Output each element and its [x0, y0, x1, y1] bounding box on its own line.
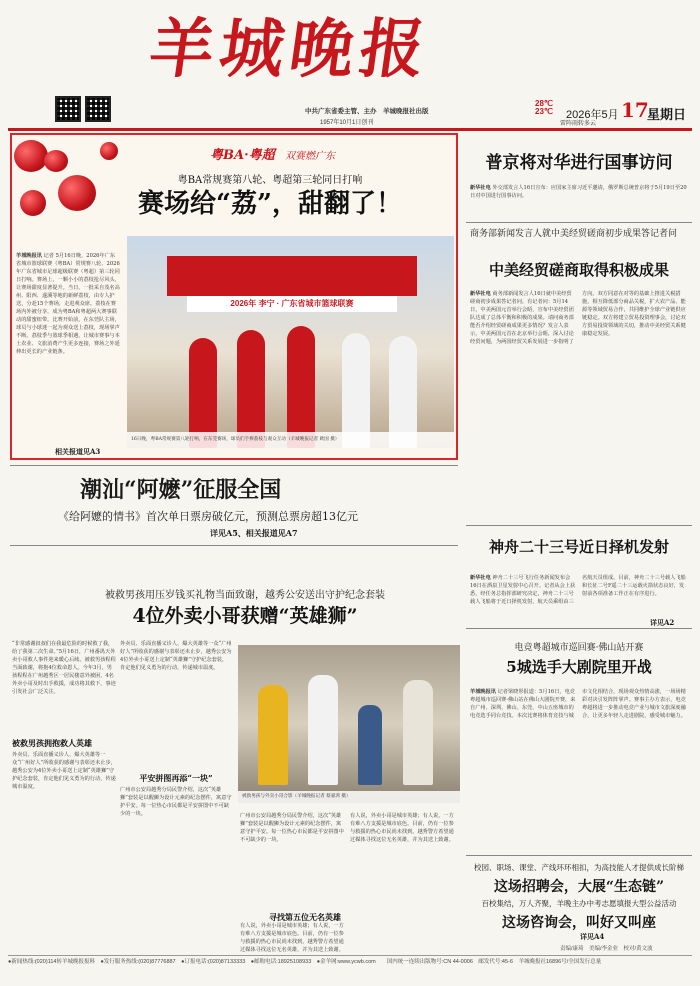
feature-body-text: 记者 5月16日晚，2026年广东省城市篮球联赛（粤BA）常规赛八轮、2026年广东省城市足球超级联赛（粤超）第三轮同日打响。赛场上，一颗小小的荔枝抢尽风头，让赛场甜度显著提升。当日，一批采自茂名高州、阳西、遂溪等地的新鲜荔枝，由专人护送，分赴15个赛场，走进观众席。荔枝在赛场内外被分享，成为粤BA和粤超两大赛事联动的甜蜜纽带。比赛开始前，在东莞队主场，球员与小球迷一起为观众送上荔枝，现场掌声不断。荔枝季与篮球季相遇，让城市赛事与本土农业、文旅消费产生更多连接，赛场之外延伸出更长的产业链条。	[16, 253, 120, 355]
shenzhou-byline: 新华社电	[470, 575, 491, 581]
hero-body-5: 有人说，外卖小哥是城市英雄；有人说，一方有难八方支援是城市底色。目前，仍有一位参与救援的热心市民尚未找到，越秀警方希望通过媒体寻找这位无名英雄，并为其送上致谢。	[350, 813, 454, 843]
date-ym: 2026年5月	[566, 109, 619, 121]
feature-photo	[127, 236, 454, 448]
trade-text: 商务部新闻发言人16日就中美经贸磋商初步成果答记者问。有记者问：5月14日，中美两国元首举行会晤，宣布中美经贸团队达成了总体平衡和积极的成果。请问商务部能否介绍经贸磋商成果更多情况？发言人表示，中美两国元首在北京举行会晤，深入讨论经贸问题，为两国经贸关系发展进一步指明了方向。双方同意在对等的基础上推进关税措施，相互降低部分商品关税，扩大农产品、能源等领域贸易合作，共同维护全球产业链供应链稳定。双方将建立贸易投资理事会，讨论双方贸易投资领域的关切，推动中美经贸关系健康稳定发展。	[470, 291, 686, 345]
feature-photo-caption: 16日晚，粤BA常规赛第八轮打响，在东莞赛场，球员们手捧荔枝与观众互动（羊城晚报记者 欧国 摄）	[127, 432, 454, 448]
feature-body	[16, 252, 120, 432]
foshan-headline: 5城选手大剧院里开战	[506, 658, 652, 676]
hero-photo-caption: 被救男孩与外卖小哥合影（羊城晚报记者 蔡嘉鸿 摄）	[238, 791, 460, 803]
foshan-byline: 羊城晚报讯	[470, 689, 496, 695]
putin-headline: 普京将对华进行国事访问	[485, 153, 673, 173]
divider	[466, 525, 692, 526]
trade-body	[470, 290, 688, 520]
feature-kicker: 粤BA常规赛第八轮、粤超第三轮同日打响	[177, 175, 363, 186]
feature-headline: 赛场给“荔”，甜翻了！	[138, 189, 402, 219]
footer-bar: ●新闻热线:(020)114转羊城晚报报料 ●发行服务热线:(020)87776887 ●订报电话:(020)87133333 ●邮购电话:18925108933 ●金羊网:www.ycwb.com 国内统一连续出版物号:CN 44-0006 邮发代号:45-6 羊城晚报社16896号/全国发行总量	[8, 955, 692, 967]
lychee-illustration	[20, 190, 46, 216]
divider	[466, 222, 692, 223]
arena-banner	[167, 256, 417, 296]
divider	[466, 628, 692, 629]
founded-line: 1957年10月1日创刊	[320, 120, 374, 126]
hero-col-1	[12, 640, 116, 942]
campus-headline: 这场招聘会，大展“生态链”	[493, 879, 665, 895]
hero-body-3: 广州市公安局越秀分局民警介绍，这次“英雄狮”套装是以醒狮为设计元素的纪念摆件，寓意守护平安。每一位热心市民都是平安拼图中不可缺少的一块。	[120, 787, 232, 817]
divider	[10, 545, 458, 546]
boy-figure	[358, 705, 382, 785]
editors-line: 责编/康琦 美编/李金业 校对/黄文波	[560, 946, 653, 952]
weather-note: 雷阵雨转多云	[560, 121, 597, 127]
hero-body-1b: 外卖员、乐面直播义诊人、爆大英雄等一众“广州好人”所收获的感谢与表彰还未止步，越秀公安为4位外卖小哥送上定制“英雄狮”守护纪念套装，肯定他们见义勇为的行动，传递城市温度。	[12, 752, 116, 790]
courier-figure	[258, 685, 288, 785]
putin-text: 外交部发言人16日宣布：应国家主席习近平邀请，俄罗斯总统普京将于5月19日至20日对中国进行国事访问。	[470, 185, 687, 199]
divider	[466, 855, 692, 856]
campus-kicker-2: 百校集结，万人齐聚，羊晚主办中考志愿填报大型公益活动	[481, 899, 677, 908]
campus-headline-2: 这场咨询会，叫好又叫座	[502, 915, 656, 931]
hero-kicker: 被救男孩用压岁钱买礼物当面致谢，越秀公安送出守护纪念套装	[105, 590, 385, 601]
hero-body-4a: 广州市公安局越秀分局民警介绍，这次“英雄狮”套装是以醒狮为设计元素的纪念摆件，寓意守护平安。每一位热心市民都是平安拼图中不可缺少的一块。	[240, 813, 344, 843]
hero-section-3: 寻找第五位无名英雄	[269, 912, 341, 922]
hero-body-2: 外卖员、乐面直播义诊人、爆大英雄等一众“广州好人”所收获的感谢与表彰还未止步，越秀公安为4位外卖小哥送上定制“英雄狮”守护纪念套装，肯定他们见义勇为的行动，传递城市温度。	[120, 641, 232, 671]
trade-byline: 新华社电	[470, 291, 491, 297]
shenzhou-text: 神舟二十三号飞行任务新闻发布会16日在酒泉卫星发射中心召开。记者从会上获悉，经任务总指挥部研究决定，神舟二十三号载人飞船将于近日择机发射，航天员乘组由三名航天员组成。目前，神舟二十三号载人飞船和长征二号F遥二十三运载火箭状态良好，发射前各项准备工作正在有序进行。	[470, 575, 686, 605]
hero-headline: 4位外卖小哥获赠“英雄狮”	[132, 605, 358, 627]
foshan-text: 记者梁晓彤报道：5月16日，电竞粤超城市巡回赛·佛山站在佛山大剧院开赛，来自广州、深圳、佛山、东莞、中山五座城市的电竞选手同台竞技。本次比赛将体育竞技与城市文化相结合，现场观众热情高涨，一场场精彩对决引发阵阵掌声。赛事主办方表示，电竞粤超将进一步推动电竞产业与城市文旅深度融合，让更多年轻人走进剧院，感受城市魅力。	[470, 689, 686, 719]
weather-box	[535, 100, 553, 116]
campus-ref-link[interactable]: 详见A4	[580, 932, 605, 941]
publisher-line: 中共广东省委主管、主办 羊城晚报社出版	[305, 108, 429, 115]
weather-high: 28℃	[535, 99, 553, 108]
person-figure	[308, 675, 338, 785]
qr-code-icon	[55, 96, 81, 122]
arena-banner-text: 2026年 李宁 · 广东省城市篮球联赛	[187, 296, 397, 312]
hero-body-1: “非常感谢叔叔们在我最危险的时候救了我，给了我第二次生命。”5月16日，广州番禺天外卖小哥救人事件迎来暖心后续。被救男孩程程当面致谢，将抱4位救命恩人。今年3月，男孩程程在广州越秀区一居民楼意外被困，4名外卖小哥及时出手救援，成功将其救下，事迹引发社会广泛关注。	[12, 641, 116, 695]
campus-kicker: 校园、职场、课堂、产线环环相扣，为高技能人才提供成长阶梯	[474, 863, 684, 872]
shenzhou-headline: 神舟二十三号近日择机发射	[488, 538, 669, 556]
feature-banner-brand: 粤BA·粤超	[210, 148, 275, 163]
weather-low: 23℃	[535, 107, 553, 116]
lychee-illustration	[58, 175, 96, 211]
trade-headline: 中美经贸磋商取得积极成果	[488, 261, 669, 279]
player-figure	[237, 330, 265, 448]
hero-col-2	[120, 640, 232, 942]
hero-section-1: 被救男孩拥抱救人英雄	[12, 738, 92, 748]
feature-banner-slogan: 双赛燃广东	[285, 151, 335, 162]
putin-byline: 新华社电	[470, 185, 491, 191]
foshan-kicker: 电竞粤超城市巡回赛·佛山站开赛	[514, 643, 644, 653]
feature-related-link[interactable]: 相关报道见A3	[55, 447, 101, 456]
foshan-body	[470, 688, 688, 848]
hero-photo	[238, 645, 460, 803]
hero-body-4b: 有人说，外卖小哥是城市英雄；有人说，一方有难八方支援是城市底色。目前，仍有一位参与救援的热心市民尚未找到，越秀警方希望通过媒体寻找这位无名英雄，并为其送上致谢。	[240, 923, 344, 953]
putin-body	[470, 184, 688, 216]
chaoshan-ref-link[interactable]: 详见A5、相关报道见A7	[210, 528, 298, 538]
lychee-illustration	[100, 142, 118, 160]
lychee-illustration	[14, 140, 48, 172]
player-figure	[287, 326, 315, 448]
shenzhou-body	[470, 574, 688, 614]
player-figure	[342, 333, 370, 448]
masthead-rule	[8, 128, 692, 131]
chaoshan-headline: 潮汕“阿嬷”征服全国	[80, 477, 282, 503]
feature-byline: 羊城晚报讯	[16, 253, 42, 259]
chaoshan-sub: 《给阿嬷的情书》首次单日票房破亿元，预测总票房超13亿元	[58, 510, 358, 523]
shenzhou-ref-link[interactable]: 详见A2	[650, 618, 675, 627]
weekday: 星期日	[647, 107, 687, 122]
qr-code-icon	[85, 96, 111, 122]
divider	[10, 465, 458, 466]
masthead-logo: 羊城晚报	[144, 12, 436, 87]
hero-section-2: 平安拼图再添“一块”	[139, 773, 213, 783]
lychee-illustration	[44, 150, 68, 172]
trade-kicker: 商务部新闻发言人就中美经贸磋商初步成果答记者问	[470, 229, 678, 239]
courier-figure	[403, 680, 433, 785]
date-day: 17	[621, 98, 649, 122]
